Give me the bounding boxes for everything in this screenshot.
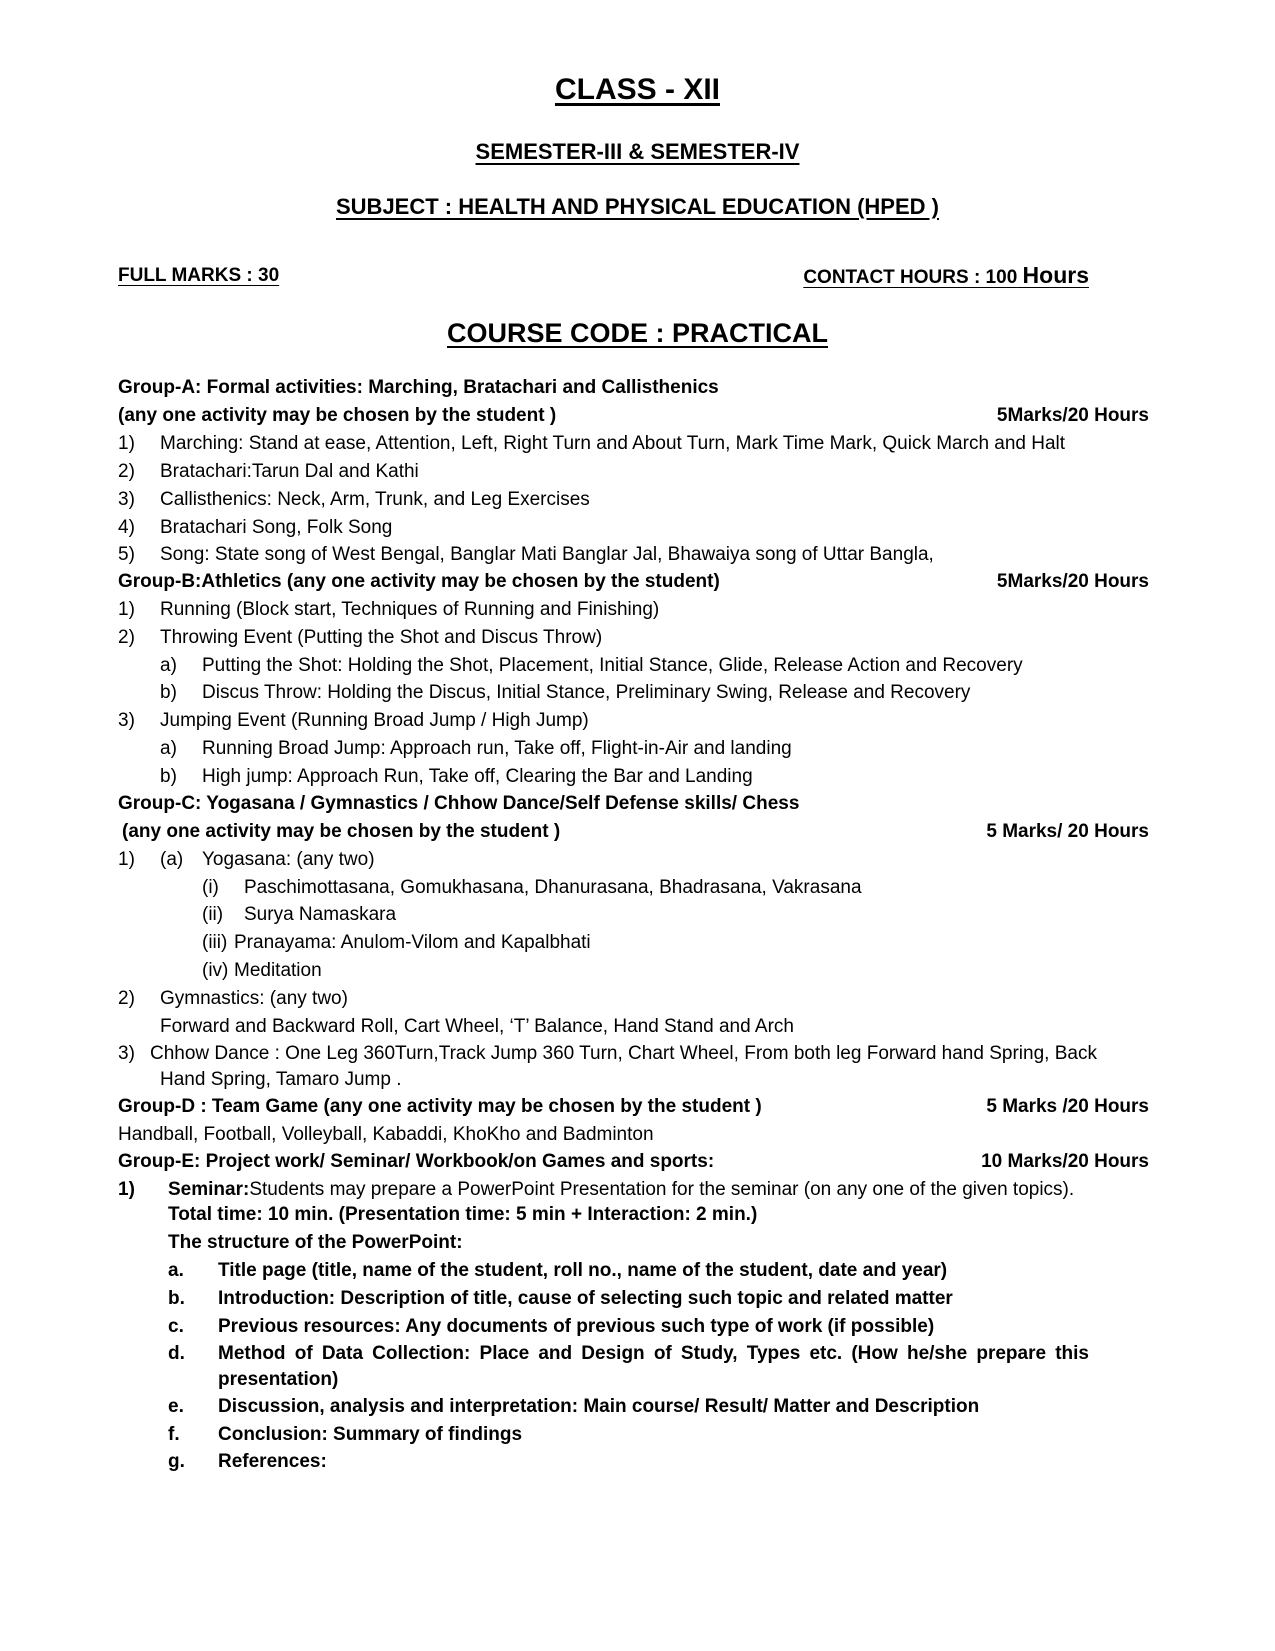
gymnastics-title: Gymnastics: (any two): [160, 988, 348, 1009]
list-subitem-text: Discus Throw: Holding the Discus, Initial Stance, Preliminary Swing, Release and Recovery: [202, 682, 971, 703]
group-c-title: Group-C: Yogasana / Gymnastics / Chhow Dance/Self Defense skills/ Chess: [118, 793, 800, 814]
list-item-number: 1): [118, 433, 135, 454]
chhow-dance-text: Chhow Dance : One Leg 360Turn,Track Jump 360 Turn, Chart Wheel, From both leg Forward hand Spring, Back: [150, 1043, 1097, 1064]
yoga-item-text: Surya Namaskara: [244, 904, 397, 925]
full-marks: FULL MARKS : 30: [118, 265, 280, 286]
list-subitem-letter: g.: [168, 1451, 185, 1472]
list-item-number: 1): [118, 599, 135, 620]
list-item-number: 2): [118, 988, 135, 1009]
structure-title: The structure of the PowerPoint:: [168, 1232, 463, 1253]
list-subitem-letter: f.: [168, 1424, 180, 1445]
course-code-heading: COURSE CODE : PRACTICAL: [446, 318, 828, 348]
structure-item-text: Method of Data Collection: Place and Design of Study, Types etc. (How he/she prepare this presentation): [218, 1343, 1089, 1390]
yogasana-title: Yogasana: (any two): [202, 849, 375, 870]
group-a-marks: 5Marks/20 Hours: [996, 405, 1149, 426]
list-subitem-text: High jump: Approach Run, Take off, Clearing the Bar and Landing: [202, 766, 753, 787]
list-item-text: Callisthenics: Neck, Arm, Trunk, and Leg Exercises: [160, 489, 590, 510]
seminar-label: Seminar:: [168, 1179, 250, 1200]
group-c-subtitle: (any one activity may be chosen by the student ): [122, 821, 561, 842]
list-item-text: Song: State song of West Bengal, Banglar Mati Banglar Jal, Bhawaiya song of Uttar Bangla,: [160, 544, 934, 565]
group-b-title: Group-B:Athletics (any one activity may be chosen by the student): [118, 571, 720, 592]
group-d-marks: 5 Marks /20 Hours: [986, 1096, 1149, 1117]
list-item-text: Throwing Event (Putting the Shot and Discus Throw): [160, 627, 603, 648]
list-item-number: 3): [118, 1043, 135, 1064]
list-item-number: 3): [118, 489, 135, 510]
group-e-marks: 10 Marks/20 Hours: [981, 1151, 1149, 1172]
structure-item-text: Introduction: Description of title, cause of selecting such topic and related matter: [218, 1288, 953, 1309]
list-subitem-letter: b.: [168, 1288, 185, 1309]
list-item-number: 2): [118, 461, 135, 482]
roman-numeral: (iii): [202, 932, 228, 953]
group-e-title: Group-E: Project work/ Seminar/ Workbook/on Games and sports:: [118, 1151, 715, 1172]
list-item-text: Running (Block start, Techniques of Running and Finishing): [160, 599, 660, 620]
seminar-text: Students may prepare a PowerPoint Presentation for the seminar (on any one of the given topics).: [249, 1179, 1075, 1200]
list-subitem-letter: a.: [168, 1260, 184, 1281]
yoga-item-text: Meditation: [234, 960, 322, 981]
structure-item-text: References:: [218, 1451, 327, 1472]
list-subitem-letter: b): [160, 682, 177, 703]
list-item-text: Bratachari:Tarun Dal and Kathi: [160, 461, 419, 482]
total-time: Total time: 10 min. (Presentation time: 5 min + Interaction: 2 min.): [168, 1204, 758, 1225]
list-subitem-letter: e.: [168, 1396, 184, 1417]
list-item-text: Bratachari Song, Folk Song: [160, 517, 393, 538]
group-a-subtitle: (any one activity may be chosen by the student ): [118, 405, 557, 426]
roman-numeral: (i): [202, 877, 219, 898]
roman-numeral: (ii): [202, 904, 224, 925]
list-item-number: 2): [118, 627, 135, 648]
seminar-paragraph: [168, 1178, 1089, 1202]
semester-heading: SEMESTER-III & SEMESTER-IV: [475, 139, 800, 164]
list-subitem-letter: a): [160, 655, 177, 676]
contact-hours-unit: Hours: [1022, 262, 1089, 288]
yoga-item-text: Paschimottasana, Gomukhasana, Dhanurasana, Bhadrasana, Vakrasana: [244, 877, 862, 898]
list-item-text: Jumping Event (Running Broad Jump / High Jump): [160, 710, 589, 731]
list-subitem-text: Putting the Shot: Holding the Shot, Placement, Initial Stance, Glide, Release Action and Recovery: [202, 655, 1023, 676]
yoga-item-text: Pranayama: Anulom-Vilom and Kapalbhati: [234, 932, 591, 953]
list-subitem-text: Running Broad Jump: Approach run, Take off, Flight-in-Air and landing: [202, 738, 792, 759]
list-subitem-letter: c.: [168, 1316, 184, 1337]
subject-heading: SUBJECT : HEALTH AND PHYSICAL EDUCATION (HPED ): [336, 194, 939, 219]
structure-item-text: Title page (title, name of the student, roll no., name of the student, date and year): [218, 1260, 948, 1281]
list-item-number: 5): [118, 544, 135, 565]
list-subitem-letter: b): [160, 766, 177, 787]
roman-numeral: (iv): [202, 960, 229, 981]
group-a-title: Group-A: Formal activities: Marching, Bratachari and Callisthenics: [118, 377, 719, 398]
structure-item-text: Discussion, analysis and interpretation: Main course/ Result/ Matter and Description: [218, 1396, 980, 1417]
group-b-marks: 5Marks/20 Hours: [996, 571, 1149, 592]
class-title: CLASS - XII: [554, 73, 720, 106]
structure-item-text: Previous resources: Any documents of previous such type of work (if possible): [218, 1316, 935, 1337]
list-item-number: 1): [118, 1179, 135, 1200]
chhow-dance-text-continued: Hand Spring, Tamaro Jump .: [160, 1069, 402, 1090]
group-d-games: Handball, Football, Volleyball, Kabaddi, KhoKho and Badminton: [118, 1124, 654, 1145]
list-subitem-letter: (a): [160, 849, 184, 870]
group-d-title: Group-D : Team Game (any one activity may be chosen by the student ): [118, 1096, 762, 1117]
list-item-number: 1): [118, 849, 135, 870]
list-item-number: 4): [118, 517, 135, 538]
list-subitem-letter: a): [160, 738, 177, 759]
gymnastics-text: Forward and Backward Roll, Cart Wheel, ‘T’ Balance, Hand Stand and Arch: [160, 1016, 794, 1037]
contact-hours: [803, 262, 1089, 291]
list-subitem-letter: d.: [168, 1343, 185, 1364]
group-c-marks: 5 Marks/ 20 Hours: [986, 821, 1149, 842]
list-item-text: Marching: Stand at ease, Attention, Left, Right Turn and About Turn, Mark Time Mark, Quick March and Halt: [160, 433, 1066, 454]
list-item-number: 3): [118, 710, 135, 731]
structure-item-text: Conclusion: Summary of findings: [218, 1424, 523, 1445]
contact-hours-label: CONTACT HOURS : 100: [803, 267, 1018, 288]
